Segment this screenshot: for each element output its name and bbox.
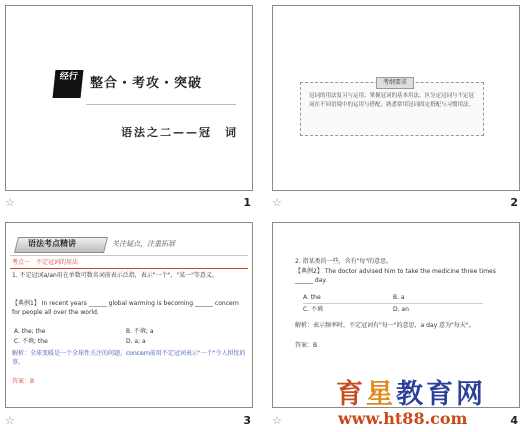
option-c: C. 不填; the [14,338,48,345]
question-text: 2. 指某类的一些，含有"每"的意思。 [295,258,393,265]
section-banner [16,237,222,253]
slide-transition-icon[interactable]: ☆ [5,414,15,427]
box-label: 考纲要求 [376,77,414,89]
example-label: 【典例2】 [295,268,323,275]
answer-text: 答案：B [12,378,35,385]
slide-transition-icon[interactable]: ☆ [5,196,15,209]
option-b: B. a [393,294,405,301]
slide-title: 整合・考攻・突破 [90,76,203,91]
slide-transition-icon[interactable]: ☆ [272,196,282,209]
banner-note: 关注疑点，注重拓展 [112,240,175,248]
divider [86,104,236,105]
slide-number: 4 [510,414,518,427]
option-a: A. the [303,294,321,301]
slide-thumbnail-3[interactable] [5,222,253,408]
answer-text: 答案：B [295,342,318,349]
option-d: D. an [393,306,409,313]
banner-label: 语法考点精讲 [28,239,76,248]
example-text: The doctor advised him to take the medicine three times ______ day. [295,268,496,284]
example-label: 【典例1】 [12,300,40,307]
slide-thumbnail-2[interactable] [272,5,520,191]
divider [303,303,483,304]
slide-number: 3 [243,414,251,427]
watermark-url: www.ht88.com [338,409,468,428]
slide-footer-1 [5,196,251,210]
analysis-text: 解析：全球变暖是一个全球性关注的问题，concern前用不定冠词表示"一个"令人担忧的事。 [12,350,246,366]
exam-requirement-box [300,79,484,136]
slide-thumbnail-1[interactable] [5,5,253,191]
box-text: 冠词的用法复习与运用。掌握冠词的基本用法，区分定冠词与不定冠词在不同语境中的运用与搭配，熟悉常用冠词固定搭配与习惯用法。 [309,93,475,108]
analysis-text: 解析：表示频率时，不定冠词有"每一"的意思，a day 意为"每天"。 [295,322,475,329]
point-paragraph: 1. 不定冠词a/an用在单数可数名词前表示泛指，表示"一个"，"某一"等意义。 [12,272,218,279]
divider [10,268,248,269]
watermark [336,372,522,430]
slide-footer-2 [272,196,518,210]
slide-number: 2 [510,196,518,209]
watermark-text: 育星教育网 [336,379,486,410]
option-c: C. 不填 [303,306,324,313]
divider [10,255,248,256]
slide-transition-icon[interactable]: ☆ [272,414,282,427]
point-heading: 考点一 不定冠词的用法 [12,259,79,266]
slide-number: 1 [243,196,251,209]
slide-footer-3 [5,414,251,428]
slide-topic: 语法之二——冠 词 [121,126,238,139]
option-b: B. 不填; a [126,328,154,335]
option-d: D. a; a [126,338,146,345]
example-text: In recent years ______ global warming is becoming ______ concern for people all over the world. [12,300,239,316]
option-a: A. the; the [14,328,46,335]
logo-badge: 经行 [53,70,84,98]
